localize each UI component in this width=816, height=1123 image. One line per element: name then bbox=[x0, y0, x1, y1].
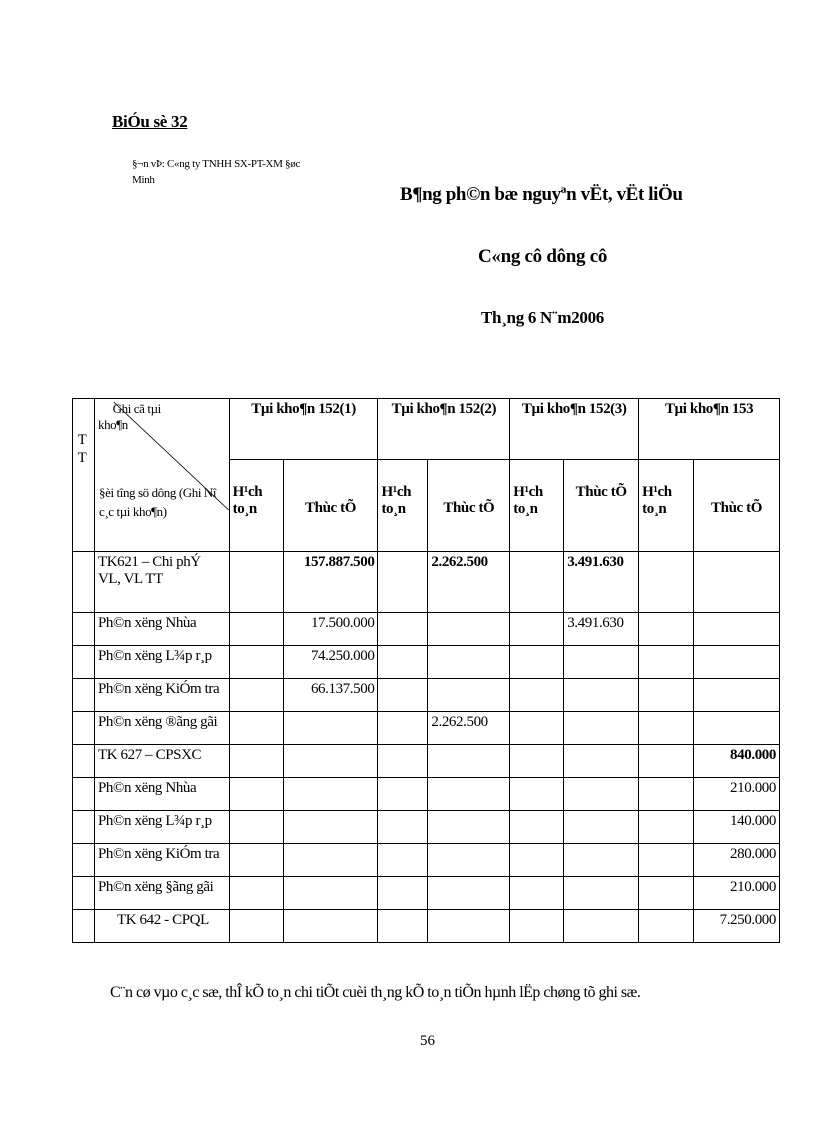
tt-cell bbox=[73, 646, 95, 679]
actual-cell-a2 bbox=[428, 778, 510, 811]
plan-cell bbox=[378, 679, 428, 712]
table-row bbox=[73, 646, 780, 679]
plan-cell bbox=[639, 613, 694, 646]
plan-cell bbox=[639, 552, 694, 613]
plan-cell bbox=[510, 745, 564, 778]
row-label: Ph©n xëng L¾p r¸p bbox=[94, 646, 229, 679]
plan-cell bbox=[378, 844, 428, 877]
actual-cell-a4: 280.000 bbox=[694, 844, 780, 877]
actual-cell-a2 bbox=[428, 844, 510, 877]
plan-cell bbox=[378, 646, 428, 679]
actual-cell-a1 bbox=[283, 910, 378, 943]
plan-cell bbox=[378, 613, 428, 646]
actual-cell-a1 bbox=[283, 778, 378, 811]
plan-cell bbox=[229, 844, 283, 877]
table-row bbox=[73, 745, 780, 778]
tt-cell bbox=[73, 844, 95, 877]
actual-cell-a4 bbox=[694, 679, 780, 712]
document-period: Th¸ng 6 N¨m2006 bbox=[481, 308, 605, 327]
actual-cell-a2: 2.262.500 bbox=[428, 552, 510, 613]
plan-cell bbox=[378, 745, 428, 778]
tt-cell bbox=[73, 679, 95, 712]
table-row bbox=[73, 811, 780, 844]
tt-cell bbox=[73, 552, 95, 613]
plan-cell bbox=[639, 778, 694, 811]
table-row bbox=[73, 910, 780, 943]
row-label: TK 627 – CPSXC bbox=[94, 745, 229, 778]
plan-cell bbox=[510, 778, 564, 811]
diagonal-header-cell bbox=[94, 399, 229, 552]
diag-debit-label: §èi tîng sö dông (Ghi Nî c¸c tµi kho¶n) bbox=[98, 485, 217, 519]
plan-cell bbox=[510, 910, 564, 943]
plan-cell bbox=[229, 745, 283, 778]
actual-cell-a4 bbox=[694, 613, 780, 646]
actual-cell-a3 bbox=[564, 679, 639, 712]
plan-cell bbox=[639, 877, 694, 910]
table-row bbox=[73, 877, 780, 910]
actual-cell-a2 bbox=[428, 613, 510, 646]
plan-cell bbox=[378, 811, 428, 844]
actual-cell-a4: 140.000 bbox=[694, 811, 780, 844]
actual-cell-a3 bbox=[564, 811, 639, 844]
actual-cell-a2 bbox=[428, 745, 510, 778]
plan-cell bbox=[510, 811, 564, 844]
table-row bbox=[73, 679, 780, 712]
plan-cell bbox=[378, 877, 428, 910]
row-label: TK 642 - CPQL bbox=[94, 910, 229, 943]
plan-cell bbox=[639, 844, 694, 877]
actual-cell-a3 bbox=[564, 844, 639, 877]
document-subtitle: C«ng cô dông cô bbox=[478, 246, 608, 267]
actual-cell-a1 bbox=[283, 811, 378, 844]
account-header-153: Tµi kho¶n 153 bbox=[639, 399, 780, 460]
table-row bbox=[73, 613, 780, 646]
actual-cell-a3 bbox=[564, 745, 639, 778]
plan-cell bbox=[378, 910, 428, 943]
sub-header-plan: H¹ch to¸n bbox=[510, 460, 564, 552]
tt-cell bbox=[73, 910, 95, 943]
actual-cell-a1 bbox=[283, 712, 378, 745]
table-row bbox=[73, 844, 780, 877]
tt-cell bbox=[73, 745, 95, 778]
plan-cell bbox=[510, 646, 564, 679]
plan-cell bbox=[639, 811, 694, 844]
plan-cell bbox=[378, 552, 428, 613]
plan-cell bbox=[510, 844, 564, 877]
sub-header-actual: Thùc tÕ bbox=[564, 460, 639, 552]
actual-cell-a4 bbox=[694, 646, 780, 679]
plan-cell bbox=[510, 679, 564, 712]
row-label: Ph©n xëng KiÓm tra bbox=[94, 679, 229, 712]
actual-cell-a1: 157.887.500 bbox=[283, 552, 378, 613]
actual-cell-a4: 840.000 bbox=[694, 745, 780, 778]
sub-header-plan: H¹ch to¸n bbox=[378, 460, 428, 552]
tt-cell bbox=[73, 877, 95, 910]
sub-header-plan: H¹ch to¸n bbox=[229, 460, 283, 552]
row-label: Ph©n xëng Nhùa bbox=[94, 613, 229, 646]
row-label: Ph©n xëng KiÓm tra bbox=[94, 844, 229, 877]
row-label: Ph©n xëng L¾p r¸p bbox=[94, 811, 229, 844]
actual-cell-a1: 66.137.500 bbox=[283, 679, 378, 712]
table-row bbox=[73, 712, 780, 745]
plan-cell bbox=[229, 910, 283, 943]
plan-cell bbox=[510, 552, 564, 613]
actual-cell-a1 bbox=[283, 844, 378, 877]
actual-cell-a1 bbox=[283, 745, 378, 778]
actual-cell-a4: 210.000 bbox=[694, 778, 780, 811]
plan-cell bbox=[229, 552, 283, 613]
sub-header-plan: H¹ch to¸n bbox=[639, 460, 694, 552]
plan-cell bbox=[229, 679, 283, 712]
document-title: B¶ng ph©n bæ nguyªn vËt, vËt liÖu bbox=[400, 184, 683, 205]
sub-header-actual: Thùc tÕ bbox=[694, 460, 780, 552]
table-body bbox=[73, 552, 780, 943]
sub-header-actual: Thùc tÕ bbox=[428, 460, 510, 552]
actual-cell-a2 bbox=[428, 811, 510, 844]
account-header-1522: Tµi kho¶n 152(2) bbox=[378, 399, 510, 460]
page-number: 56 bbox=[420, 1033, 435, 1049]
actual-cell-a2 bbox=[428, 679, 510, 712]
actual-cell-a4: 7.250.000 bbox=[694, 910, 780, 943]
actual-cell-a1: 17.500.000 bbox=[283, 613, 378, 646]
footer-note: C¨n cø vµo c¸c sæ, thÎ kÕ to¸n chi tiÕt cuèi th¸ng kÕ to¸n tiÕn hµnh lËp chøng tõ ghi sæ. bbox=[110, 984, 641, 1001]
account-header-1523: Tµi kho¶n 152(3) bbox=[510, 399, 639, 460]
table-row bbox=[73, 552, 780, 613]
account-header-1521: Tµi kho¶n 152(1) bbox=[229, 399, 378, 460]
row-label: Ph©n xëng Nhùa bbox=[94, 778, 229, 811]
diag-credit-label-2: kho¶n bbox=[97, 417, 128, 432]
plan-cell bbox=[510, 613, 564, 646]
tt-cell bbox=[73, 712, 95, 745]
diag-credit-label: Ghi cã tµi bbox=[112, 401, 161, 416]
tt-cell bbox=[73, 613, 95, 646]
tt-cell bbox=[73, 778, 95, 811]
table-row bbox=[73, 778, 780, 811]
plan-cell bbox=[639, 745, 694, 778]
actual-cell-a3 bbox=[564, 778, 639, 811]
actual-cell-a2 bbox=[428, 646, 510, 679]
plan-cell bbox=[378, 778, 428, 811]
actual-cell-a3: 3.491.630 bbox=[564, 552, 639, 613]
header-row-accounts bbox=[73, 399, 780, 460]
actual-cell-a4: 210.000 bbox=[694, 877, 780, 910]
sub-header-actual: Thùc tÕ bbox=[283, 460, 378, 552]
actual-cell-a3 bbox=[564, 712, 639, 745]
tt-header: T T bbox=[73, 399, 95, 552]
plan-cell bbox=[229, 778, 283, 811]
plan-cell bbox=[229, 811, 283, 844]
plan-cell bbox=[229, 877, 283, 910]
form-label: BiÓu sè 32 bbox=[112, 112, 188, 131]
actual-cell-a3 bbox=[564, 877, 639, 910]
plan-cell bbox=[510, 712, 564, 745]
actual-cell-a4 bbox=[694, 712, 780, 745]
plan-cell bbox=[639, 679, 694, 712]
company-unit: §¬n vÞ: C«ng ty TNHH SX-PT-XM §øc Minh bbox=[132, 158, 301, 186]
plan-cell bbox=[378, 712, 428, 745]
actual-cell-a2 bbox=[428, 910, 510, 943]
plan-cell bbox=[639, 646, 694, 679]
actual-cell-a2: 2.262.500 bbox=[428, 712, 510, 745]
actual-cell-a3: 3.491.630 bbox=[564, 613, 639, 646]
plan-cell bbox=[639, 712, 694, 745]
allocation-table bbox=[72, 398, 780, 943]
plan-cell bbox=[639, 910, 694, 943]
actual-cell-a1: 74.250.000 bbox=[283, 646, 378, 679]
row-label: TK621 – Chi phÝ VL, VL TT bbox=[94, 552, 229, 613]
actual-cell-a2 bbox=[428, 877, 510, 910]
plan-cell bbox=[229, 646, 283, 679]
row-label: Ph©n xëng §ãng gãi bbox=[94, 877, 229, 910]
plan-cell bbox=[510, 877, 564, 910]
row-label: Ph©n xëng ®ãng gãi bbox=[94, 712, 229, 745]
actual-cell-a3 bbox=[564, 910, 639, 943]
actual-cell-a3 bbox=[564, 646, 639, 679]
plan-cell bbox=[229, 613, 283, 646]
actual-cell-a1 bbox=[283, 877, 378, 910]
actual-cell-a4 bbox=[694, 552, 780, 613]
tt-cell bbox=[73, 811, 95, 844]
plan-cell bbox=[229, 712, 283, 745]
